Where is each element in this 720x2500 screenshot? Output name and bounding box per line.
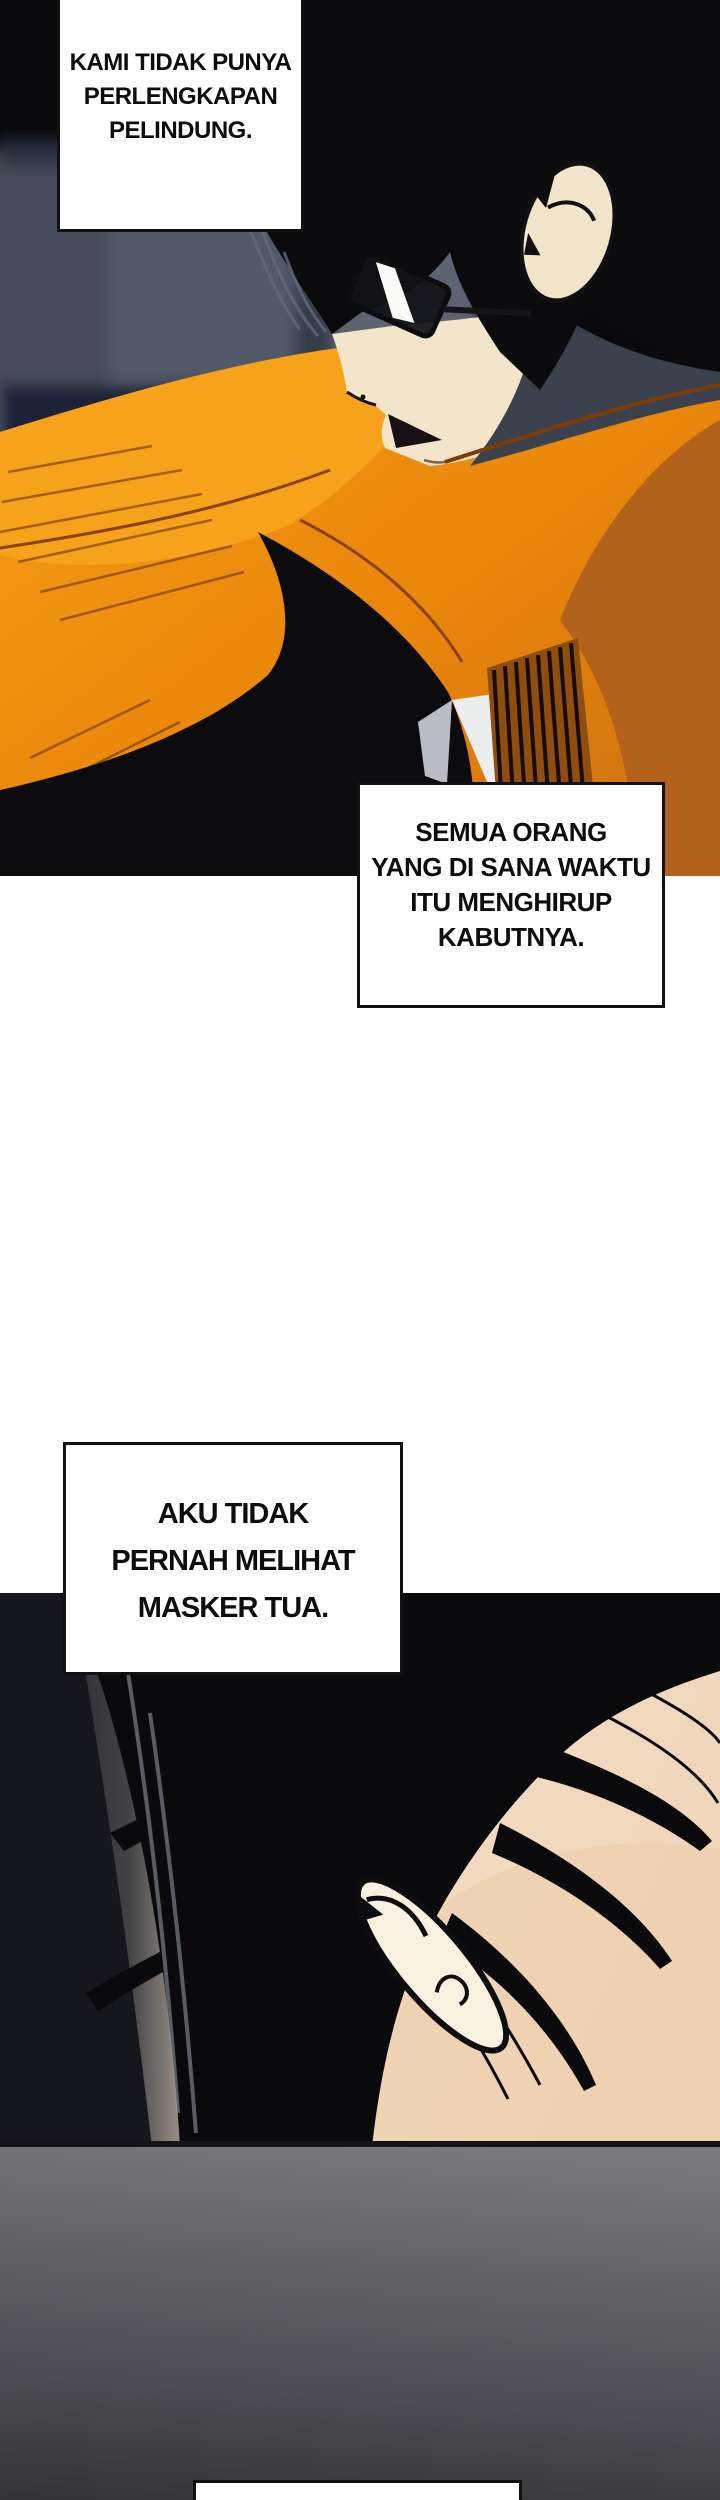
speech-line: KABUTNYA. [437, 922, 585, 952]
panel-bottom-back-of-head [0, 1593, 720, 2147]
gray-floor-strip [0, 2147, 720, 2500]
speech-bubble-3 [63, 1442, 403, 1675]
speech-line: ITU MENGHIRUP [410, 887, 612, 917]
speech-bubble-4-cutoff [193, 2480, 522, 2500]
speech-line: YANG DI SANA WAKTU [371, 852, 651, 882]
speech-line: KAMI TIDAK PUNYA [69, 49, 292, 76]
speech-bubble-2 [357, 782, 665, 1008]
speech-line: AKU TIDAK [157, 1498, 309, 1530]
speech-line: PERNAH MELIHAT [111, 1545, 355, 1577]
speech-line: SEMUA ORANG [415, 817, 607, 847]
speech-line: PELINDUNG. [108, 117, 252, 144]
speech-line: PERLENGKAPAN [83, 83, 278, 110]
speech-line: MASKER TUA. [137, 1592, 329, 1624]
panel-2-art [0, 1593, 720, 2147]
speech-bubble-1 [57, 0, 304, 232]
